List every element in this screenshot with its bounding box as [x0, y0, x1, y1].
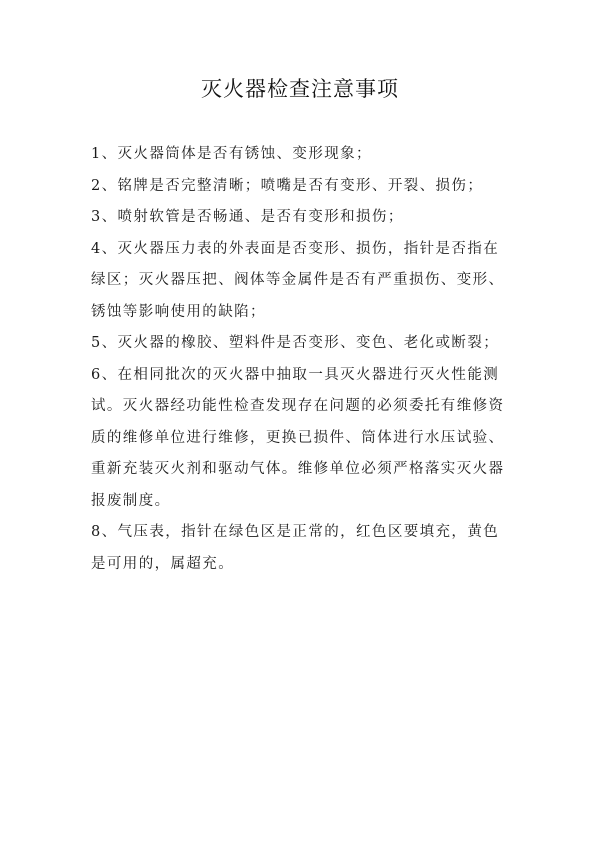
item-text-line: 5、灭火器的橡胶、塑料件是否变形、变色、老化或断裂；: [91, 335, 500, 351]
inspection-item-5: [91, 328, 511, 360]
inspection-item-3: [91, 202, 511, 234]
item-text-line: 4、灭火器压力表的外表面是否变形、损伤，指针是否指在: [91, 240, 500, 257]
item-text-line: 是可用的，属超充。: [91, 555, 235, 572]
item-text-line: 试。灭火器经功能性检查发现存在问题的必须委托有维修资: [91, 398, 505, 414]
inspection-item-8: [91, 517, 511, 580]
item-text-line: 2、铭牌是否完整清晰；喷嘴是否有变形、开裂、损伤；: [91, 177, 484, 194]
inspection-item-1: [91, 139, 511, 171]
inspection-item-4: [91, 234, 511, 329]
item-text-line: 重新充装灭火剂和驱动气体。维修单位必须严格落实灭火器: [91, 461, 505, 477]
item-text-line: 锈蚀等影响使用的缺陷；: [91, 303, 266, 320]
item-text-line: 3、喷射软管是否畅通、是否有变形和损伤；: [91, 209, 404, 225]
inspection-item-2: [91, 171, 511, 203]
item-text-line: 6、在相同批次的灭火器中抽取一具灭火器进行灭火性能测: [91, 366, 500, 383]
document-title: 灭火器检查注意事项: [201, 77, 399, 101]
inspection-item-6: [91, 360, 511, 518]
item-text-line: 绿区；灭火器压把、阀体等金属件是否有严重损伤、变形、: [91, 272, 505, 288]
item-text-line: 报废制度。: [91, 492, 171, 509]
inspection-items-list: [91, 139, 511, 580]
item-text-line: 质的维修单位进行维修，更换已损件、筒体进行水压试验、: [91, 429, 505, 446]
item-text-line: 1、灭火器筒体是否有锈蚀、变形现象；: [91, 146, 372, 162]
item-text-line: 8、气压表，指针在绿色区是正常的，红色区要填充，黄色: [91, 524, 500, 540]
